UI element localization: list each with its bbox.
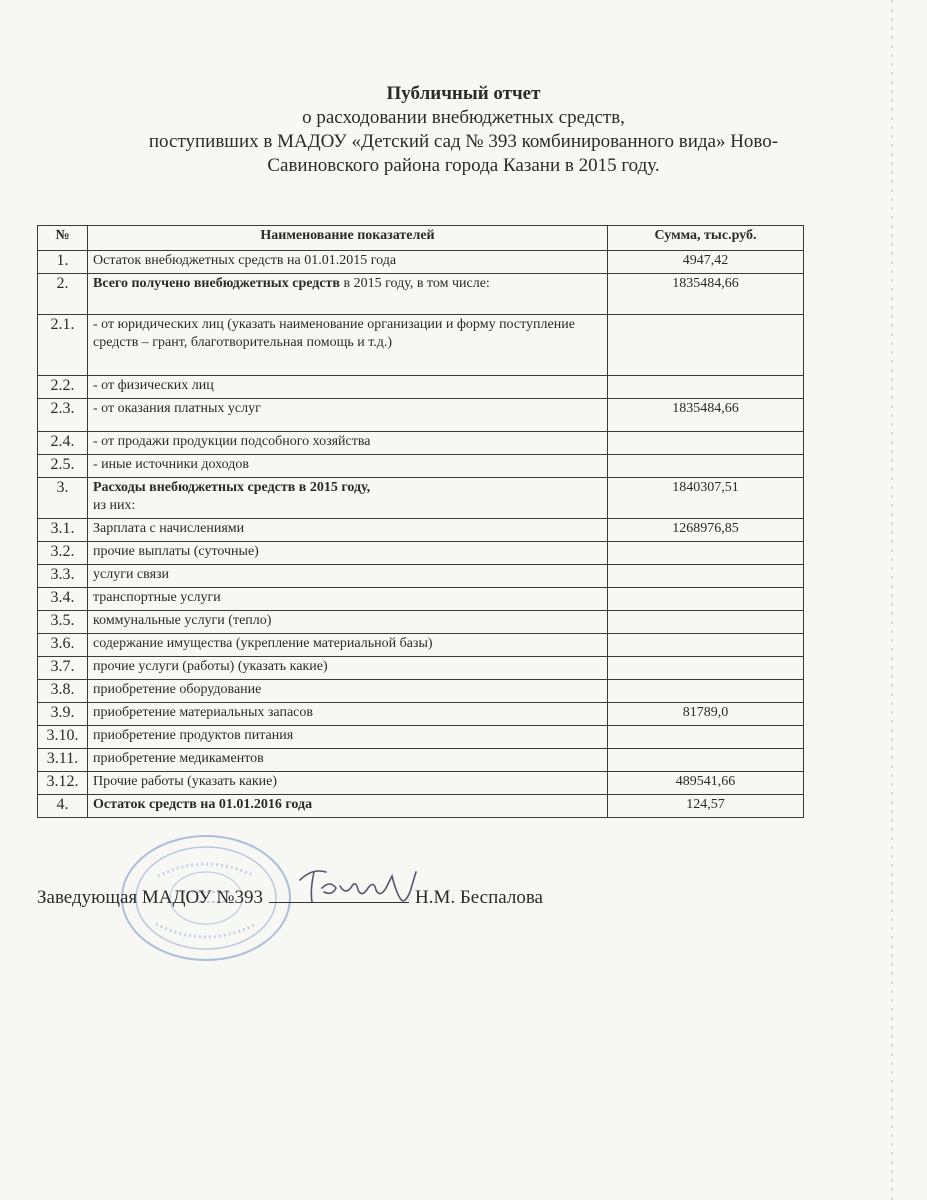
- row-name-bold: Всего получено внебюджетных средств: [93, 276, 340, 291]
- row-name: прочие услуги (работы) (указать какие): [88, 657, 608, 680]
- row-num: 2.4.: [38, 432, 88, 455]
- table-row: [38, 274, 804, 315]
- row-num: 3.: [38, 478, 88, 519]
- row-name: Остаток внебюджетных средств на 01.01.2015 года: [88, 251, 608, 274]
- row-sum: [608, 315, 804, 376]
- table-row: [38, 432, 804, 455]
- row-num: 3.12.: [38, 772, 88, 795]
- row-name-bold: Расходы внебюджетных средств в 2015 году,: [93, 480, 371, 495]
- table-row: [38, 657, 804, 680]
- table-row: [38, 315, 804, 376]
- row-name: содержание имущества (укрепление материальной базы): [88, 634, 608, 657]
- title-line-3: поступивших в МАДОУ «Детский сад № 393 комбинированного вида» Ново-: [148, 131, 779, 152]
- table-row: [38, 565, 804, 588]
- row-num: 3.11.: [38, 749, 88, 772]
- table-row: [38, 680, 804, 703]
- row-num: 3.6.: [38, 634, 88, 657]
- title-line-1: Публичный отчет: [386, 83, 541, 104]
- header-name: Наименование показателей: [88, 226, 608, 251]
- row-sum: 489541,66: [608, 772, 804, 795]
- title-line-4: Савиновского района города Казани в 2015 году.: [267, 155, 660, 176]
- table-row: [38, 588, 804, 611]
- table-row: [38, 542, 804, 565]
- row-name: - от продажи продукции подсобного хозяйства: [88, 432, 608, 455]
- row-sum: [608, 657, 804, 680]
- row-sum: 1840307,51: [608, 478, 804, 519]
- row-sum: [608, 455, 804, 478]
- table-row: [38, 478, 804, 519]
- row-sum: [608, 588, 804, 611]
- row-sum: 4947,42: [608, 251, 804, 274]
- table-row: [38, 772, 804, 795]
- row-sum: [608, 634, 804, 657]
- row-name: Зарплата с начислениями: [88, 519, 608, 542]
- table-row: [38, 251, 804, 274]
- row-sum: [608, 376, 804, 399]
- report-title: [0, 82, 927, 178]
- row-name: приобретение медикаментов: [88, 749, 608, 772]
- table-row: [38, 749, 804, 772]
- row-sum: [608, 542, 804, 565]
- row-sum: 1835484,66: [608, 399, 804, 432]
- table-row: [38, 376, 804, 399]
- table-row: [38, 611, 804, 634]
- signer-role: Заведующая МАДОУ №393: [37, 887, 263, 908]
- signature-line: [37, 884, 543, 909]
- row-sum: [608, 680, 804, 703]
- table-header-row: [38, 226, 804, 251]
- row-name: - от физических лиц: [88, 376, 608, 399]
- row-sum: [608, 749, 804, 772]
- row-num: 3.10.: [38, 726, 88, 749]
- row-num: 3.3.: [38, 565, 88, 588]
- row-num: 2.2.: [38, 376, 88, 399]
- row-name: - иные источники доходов: [88, 455, 608, 478]
- row-num: 3.7.: [38, 657, 88, 680]
- scan-edge-artifact: [891, 0, 893, 1200]
- row-name: приобретение оборудование: [88, 680, 608, 703]
- row-name: - от юридических лиц (указать наименование организации и форму поступление средств – грант, благотворительная помощь и т.д.): [88, 315, 608, 376]
- row-sum: 124,57: [608, 795, 804, 818]
- header-sum: Сумма, тыс.руб.: [608, 226, 804, 251]
- table-row: [38, 399, 804, 432]
- row-name: [88, 478, 608, 519]
- table-row: [38, 519, 804, 542]
- title-line-2: о расходовании внебюджетных средств,: [302, 107, 625, 128]
- row-name: приобретение продуктов питания: [88, 726, 608, 749]
- row-num: 2.1.: [38, 315, 88, 376]
- row-sum: 81789,0: [608, 703, 804, 726]
- row-name-rest: из них:: [93, 498, 136, 513]
- row-num: 3.1.: [38, 519, 88, 542]
- row-name: прочие выплаты (суточные): [88, 542, 608, 565]
- row-num: 2.5.: [38, 455, 88, 478]
- row-num: 4.: [38, 795, 88, 818]
- row-name: транспортные услуги: [88, 588, 608, 611]
- table-row: [38, 634, 804, 657]
- table-row: [38, 795, 804, 818]
- row-sum: 1835484,66: [608, 274, 804, 315]
- signer-name: Н.М. Беспалова: [414, 887, 543, 908]
- row-num: 3.4.: [38, 588, 88, 611]
- row-num: 2.: [38, 274, 88, 315]
- row-name: - от оказания платных услуг: [88, 399, 608, 432]
- report-table: [37, 225, 804, 818]
- table-row: [38, 726, 804, 749]
- header-num: №: [38, 226, 88, 251]
- row-num: 3.9.: [38, 703, 88, 726]
- row-name: Остаток средств на 01.01.2016 года: [88, 795, 608, 818]
- row-sum: [608, 432, 804, 455]
- row-name-rest: в 2015 году, в том числе:: [340, 276, 490, 291]
- row-name: Прочие работы (указать какие): [88, 772, 608, 795]
- row-name: [88, 274, 608, 315]
- row-num: 1.: [38, 251, 88, 274]
- row-name: приобретение материальных запасов: [88, 703, 608, 726]
- row-sum: [608, 611, 804, 634]
- table-row: [38, 455, 804, 478]
- row-sum: 1268976,85: [608, 519, 804, 542]
- handwritten-signature-icon: [292, 862, 442, 908]
- row-sum: [608, 565, 804, 588]
- row-num: 3.8.: [38, 680, 88, 703]
- row-num: 3.2.: [38, 542, 88, 565]
- row-name: коммунальные услуги (тепло): [88, 611, 608, 634]
- table-row: [38, 703, 804, 726]
- row-num: 2.3.: [38, 399, 88, 432]
- row-name: услуги связи: [88, 565, 608, 588]
- row-num: 3.5.: [38, 611, 88, 634]
- row-sum: [608, 726, 804, 749]
